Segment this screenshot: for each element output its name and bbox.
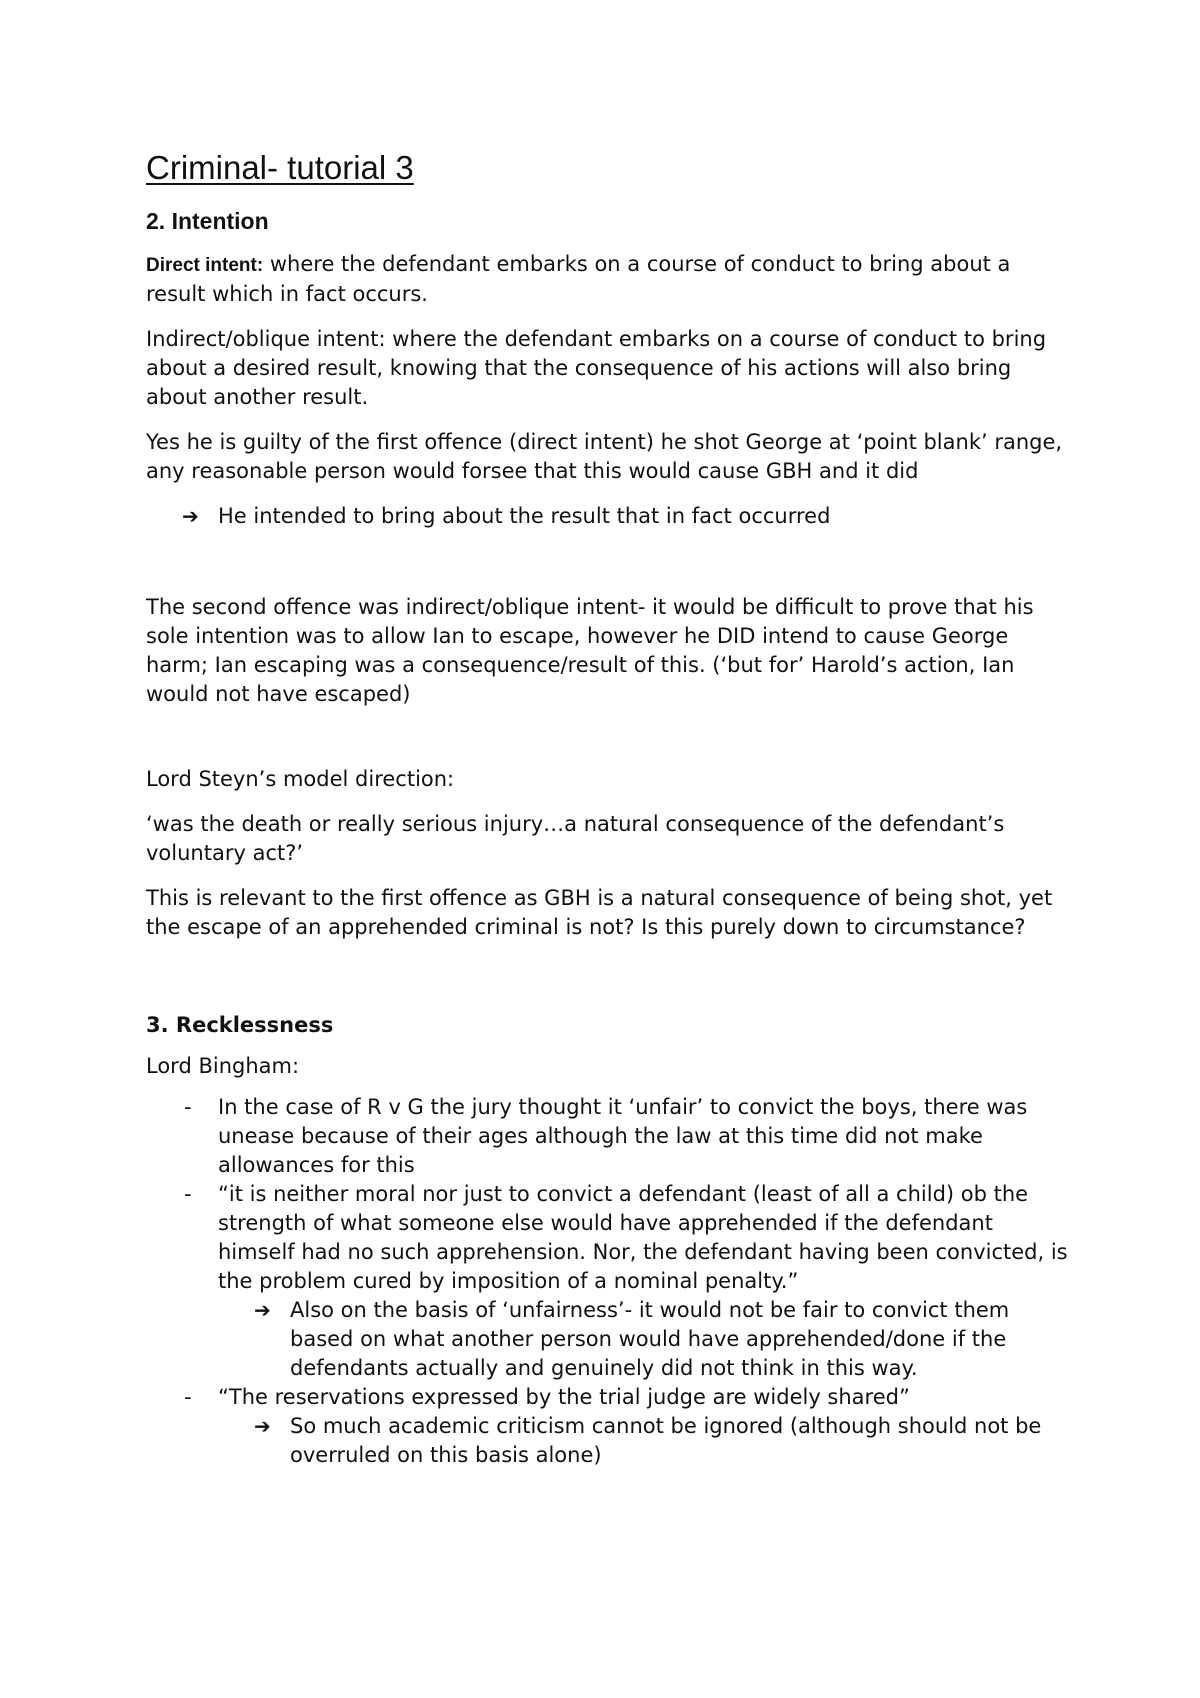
arrow-right-icon: ➔ (254, 1298, 271, 1322)
dash-bullet-icon: - (184, 1095, 192, 1119)
document-page (146, 148, 1076, 1470)
first-offence-paragraph: Yes he is guilty of the first offence (direct intent) he shot George at ‘point blank’ range, any reasonable person would forsee that this would cause GBH and it did (146, 430, 1063, 483)
dash-bullet-icon: - (184, 1182, 192, 1206)
list-item-text: “it is neither moral nor just to convict a defendant (least of all a child) ob the strength of what someone else would have apprehended if the defendant himself had no such apprehension. Nor, the defendant having been convicted, is the problem cured by imposition of a nominal penalty.” (218, 1182, 1068, 1293)
document-title: Criminal- tutorial 3 (146, 149, 414, 186)
bingham-heading: Lord Bingham: (146, 1054, 300, 1078)
direct-intent-paragraph (146, 250, 1076, 309)
first-offence-arrow-text: He intended to bring about the result that in fact occurred (218, 504, 831, 528)
direct-intent-text: where the defendant embarks on a course of conduct to bring about a result which in fact occurs. (146, 252, 1011, 306)
list-item (146, 1383, 1076, 1470)
steyn-relevance-paragraph: This is relevant to the first offence as GBH is a natural consequence of being shot, yet the escape of an apprehended criminal is not? Is this purely down to circumstance? (146, 886, 1053, 939)
sub-arrow-point (218, 1296, 1076, 1383)
section-heading-intention: 2. Intention (146, 208, 269, 234)
sub-arrow-text: Also on the basis of ‘unfairness’- it would not be fair to convict them based on what another person would have apprehended/done if the defendants actually and genuinely did not think in this way. (290, 1298, 1010, 1380)
list-item (146, 1093, 1076, 1180)
steyn-quote: ‘was the death or really serious injury…a natural consequence of the defendant’s voluntary act?’ (146, 812, 1005, 865)
dash-bullet-icon: - (184, 1385, 192, 1409)
indirect-intent-paragraph: Indirect/oblique intent: where the defendant embarks on a course of conduct to bring about a desired result, knowing that the consequence of his actions will also bring about another result. (146, 327, 1047, 409)
direct-intent-label: Direct intent: (146, 255, 264, 276)
arrow-right-icon: ➔ (254, 1414, 271, 1438)
arrow-right-icon: ➔ (182, 504, 199, 528)
first-offence-arrow-point (146, 502, 1076, 531)
steyn-heading: Lord Steyn’s model direction: (146, 767, 455, 791)
section-heading-recklessness: 3. Recklessness (146, 1013, 334, 1037)
list-item-text: “The reservations expressed by the trial judge are widely shared” (218, 1385, 910, 1409)
list-item-text: In the case of R v G the jury thought it ‘unfair’ to convict the boys, there was unease because of their ages although the law at this time did not make allowances for this (218, 1095, 1028, 1177)
bingham-list (146, 1093, 1076, 1470)
sub-arrow-text: So much academic criticism cannot be ignored (although should not be overruled on this basis alone) (290, 1414, 1042, 1467)
sub-arrow-point (218, 1412, 1076, 1470)
second-offence-paragraph: The second offence was indirect/oblique intent- it would be difficult to prove that his sole intention was to allow Ian to escape, however he DID intend to cause George harm; Ian escaping was a consequence/result of this. (‘but for’ Harold’s action, Ian would not have escaped) (146, 595, 1034, 706)
list-item (146, 1180, 1076, 1383)
